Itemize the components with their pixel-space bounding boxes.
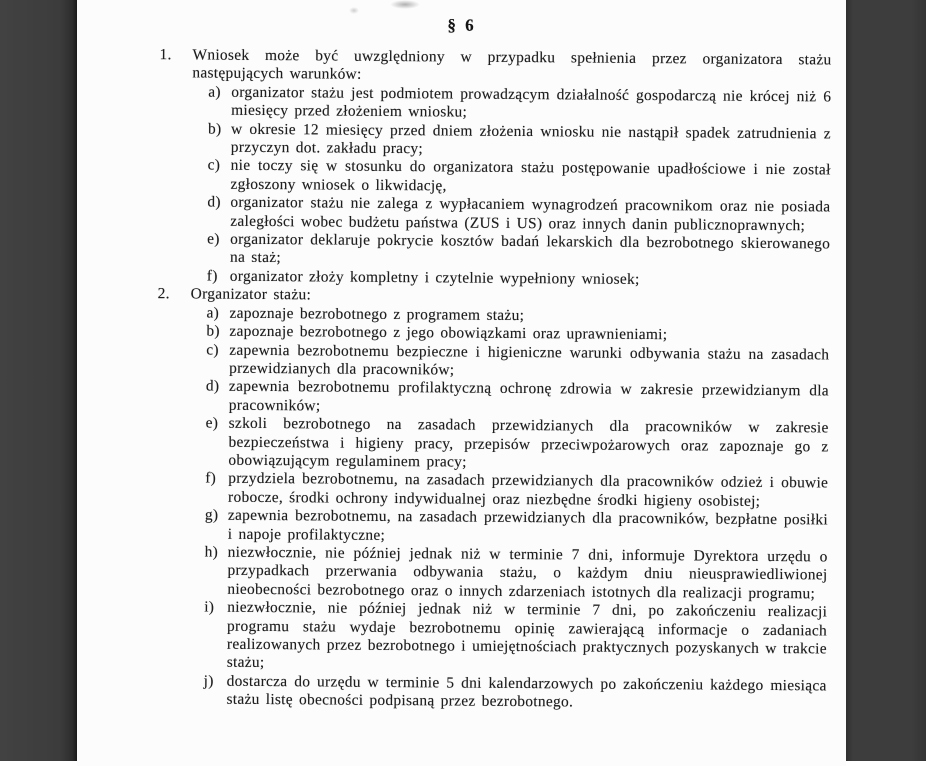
subitem-letter: f) bbox=[205, 469, 217, 487]
subitem-letter: g) bbox=[204, 506, 219, 524]
item-text: Organizator stażu: bbox=[190, 285, 312, 304]
subitem-text: zapoznaje bezrobotnego z jego obowiązkami oraz uprawnieniami; bbox=[229, 322, 668, 344]
subitem bbox=[189, 507, 828, 549]
numbered-list bbox=[71, 46, 845, 715]
subitem-letter: b) bbox=[207, 120, 222, 138]
subitem bbox=[190, 341, 829, 383]
subitem-letter: a) bbox=[208, 83, 221, 101]
item-text: Wniosek może być uwzględniony w przypadku spełnienia przez organizatora stażu następujących warunków: bbox=[192, 46, 832, 84]
subitem-letter: f) bbox=[206, 267, 218, 285]
subitem-text: organizator złoży kompletny i czytelnie wypełniony wniosek; bbox=[229, 267, 640, 288]
subitem-text: organizator stażu jest podmiotem prowadzącym działalność gospodarczą nie krócej niż 6 miesięcy przed złożeniem wniosku; bbox=[231, 83, 832, 121]
subitem-text: w okresie 12 miesięcy przed dniem złożenia wniosku nie nastąpił spadek zatrudnienia z przyczyn dot. zakładu pracy; bbox=[230, 120, 832, 158]
item-number: 1. bbox=[159, 46, 172, 64]
subitem-text: szkoli bezrobotnego na zasadach przewidzianych dla pracowników w zakresie bezpieczeństwa i higieny pracy, przepisów przeciwpożarowych oraz zapoznaje go z obowiązującym regulaminem pracy; bbox=[228, 414, 829, 471]
subitem bbox=[191, 194, 830, 236]
subitem-letter: c) bbox=[206, 341, 219, 359]
subitem bbox=[187, 672, 826, 714]
item-number: 2. bbox=[157, 285, 170, 303]
document-content bbox=[71, 0, 846, 714]
section-heading: § 6 bbox=[447, 15, 476, 35]
subitem-list bbox=[187, 304, 829, 714]
subitem bbox=[192, 83, 831, 125]
subitem bbox=[189, 415, 828, 475]
subitem-letter: e) bbox=[207, 230, 220, 248]
subitem-text: przydziela bezrobotnemu, na zasadach przewidzianych dla pracowników odzież i obuwie robocze, środki ochrony indywidualnej oraz niezbędne środki higieny osobistej; bbox=[228, 470, 829, 510]
subitem-text: zapoznaje bezrobotnego z programem stażu; bbox=[229, 304, 525, 324]
subitem-text: zapewnia bezrobotnemu profilaktyczną ochronę zdrowia w zakresie przewidzianym dla pracowników; bbox=[228, 378, 830, 415]
subitem bbox=[189, 470, 828, 512]
subitem-text: organizator deklaruje pokrycie kosztów badań lekarskich dla bezrobotnego skierowanego na staż; bbox=[229, 230, 831, 267]
subitem-text: organizator stażu nie zalega z wypłacaniem wynagrodzeń pracownikom oraz nie posiada zaległości wobec budżetu państwa (ZUS i US) oraz innych danin publicznoprawnych; bbox=[230, 193, 831, 234]
subitem-list bbox=[191, 83, 832, 290]
item-body bbox=[187, 286, 829, 714]
subitem bbox=[188, 543, 827, 603]
subitem-text: dostarcza do urzędu w terminie 5 dni kalendarzowych po zakończeniu każdego miesiąca stażu listę obecności podpisaną przez bezrobotnego. bbox=[226, 672, 827, 711]
subitem bbox=[192, 120, 831, 162]
subitem-text: zapewnia bezrobotnemu, na zasadach przewidzianych dla pracowników, bezpłatne posiłki i napoje profilaktyczne; bbox=[227, 506, 829, 544]
subitem-letter: i) bbox=[204, 598, 215, 616]
subitem bbox=[190, 378, 829, 420]
subitem-letter: j) bbox=[203, 672, 214, 690]
subitem-text: nie toczy się w stosunku do organizatora stażu postępowanie upadłościowe i nie został zgłoszony wniosek o likwidację, bbox=[230, 157, 831, 195]
subitem-letter: a) bbox=[206, 304, 220, 322]
scan-dark-border-left bbox=[0, 0, 77, 761]
subitem-text: niezwłocznie, nie później jednak niż w terminie 7 dni, po zakończeniu realizacji programu stażu wydaje bezrobotnemu opinię zawierającą informacje o zadaniach realizowanych przez bezrobotnego i umiejętnościach praktycznych pozyskanych w trakcie stażu; bbox=[226, 598, 828, 672]
subitem-letter: b) bbox=[206, 322, 220, 340]
subitem-letter: d) bbox=[205, 377, 220, 395]
subitem-text: zapewnia bezrobotnemu bezpieczne i higieniczne warunki odbywania stażu na zasadach przewidzianych dla pracowników; bbox=[229, 341, 830, 379]
subitem-letter: c) bbox=[207, 156, 221, 175]
subitem bbox=[191, 230, 830, 272]
list-item bbox=[75, 46, 846, 291]
list-item bbox=[71, 285, 843, 714]
document-page bbox=[77, 0, 846, 766]
subitem bbox=[188, 599, 828, 678]
subitem-letter: h) bbox=[204, 543, 219, 561]
subitem bbox=[191, 157, 830, 199]
scan-dark-border-right bbox=[846, 0, 926, 761]
subitem-text: niezwłocznie, nie później jednak niż w terminie 7 dni, informuje Dyrektora urzędu o przypadkach przerwania odbywania stażu, o każdym dniu nieusprawiedliwionej nieobecności bezrobotnego oraz o innych zdarzeniach istotnych dla realizacji programu; bbox=[227, 543, 828, 603]
item-body bbox=[191, 46, 832, 290]
subitem-letter: d) bbox=[207, 193, 221, 211]
subitem-letter: e) bbox=[205, 414, 219, 432]
